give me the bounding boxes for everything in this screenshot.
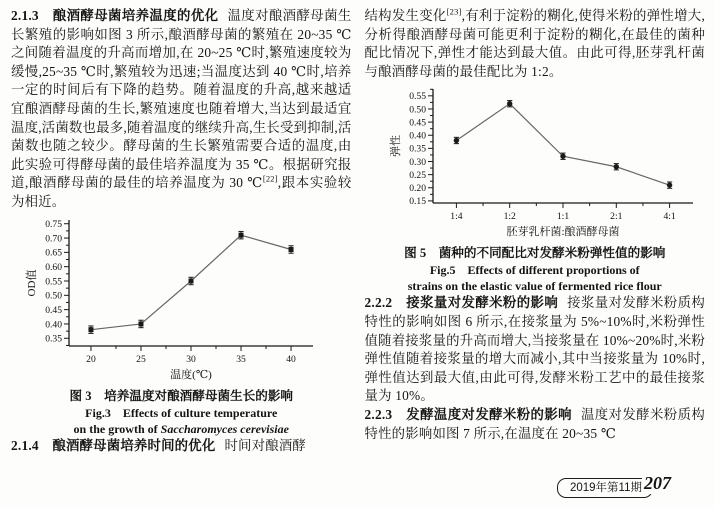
page-number: 207 bbox=[644, 473, 671, 493]
figure5-caption-en-line2: strains on the elastic value of fermented rice flour bbox=[407, 279, 662, 294]
svg-text:0.40: 0.40 bbox=[408, 130, 426, 142]
svg-text:0.70: 0.70 bbox=[45, 232, 62, 244]
svg-text:25: 25 bbox=[136, 353, 146, 365]
svg-text:0.60: 0.60 bbox=[45, 261, 62, 273]
svg-text:0.55: 0.55 bbox=[45, 275, 62, 287]
svg-text:1:4: 1:4 bbox=[449, 211, 463, 223]
figure3-caption-en-line1: Fig.3 Effects of culture temperature bbox=[85, 405, 278, 420]
svg-text:35: 35 bbox=[236, 353, 246, 365]
svg-text:0.25: 0.25 bbox=[408, 170, 426, 182]
figure-5 bbox=[389, 83, 706, 243]
svg-text:4:1: 4:1 bbox=[662, 211, 676, 223]
svg-text:2:1: 2:1 bbox=[609, 211, 622, 223]
svg-text:0.65: 0.65 bbox=[45, 247, 62, 259]
svg-text:1:2: 1:2 bbox=[503, 211, 516, 223]
figure5-caption-en-line1: Fig.5 Effects of different proportions of bbox=[429, 263, 640, 278]
figure5-caption-cn: 图 5 菌种的不同配比对发酵米粉弹性值的影响 bbox=[404, 246, 666, 261]
section-2-2-3-paragraph: 2.2.3 发酵温度对发酵米粉的影响 温度对发酵米粉质构特性的影响如图 7 所示,在温度在 20~35 ℃ bbox=[364, 406, 705, 441]
issue-label: 2019年第11期 bbox=[557, 478, 653, 498]
section-2-1-3-paragraph: 2.1.3 酿酒酵母菌培养温度的优化 温度对酿酒酵母菌生长繁殖的影响如图 3 所示,酿酒酵母菌的繁殖在 20~35 ℃之间随着温度的升高而增加,在 20~25 ℃时,繁殖速度较为缓慢,25~35 ℃时,繁殖较为迅速;当温度达到 40 ℃时,培养一定的时间后有下降的趋势。随着温度的升高,越来越适宜酿酒酵母菌的生长,繁殖速度也随着增大,当达到最适宜温度,活菌数也最多,随着温度的继续升高,生长受到抑制,活菌数也随之较少。酵母菌的生长繁殖需要合适的温度,由此实验可得酵母菌的最佳培养温度为 35 ℃。根据研究报道,酿酒酵母菌的最佳的培养温度为 30 ℃[22],跟本实验较为相近。 bbox=[11, 8, 352, 209]
section-2-1-4-paragraph: 2.1.4 酿酒酵母菌培养时间的优化 时间对酿酒酵 bbox=[11, 437, 307, 453]
svg-text:0.50: 0.50 bbox=[45, 290, 62, 302]
svg-text:0.35: 0.35 bbox=[45, 333, 62, 345]
svg-text:0.20: 0.20 bbox=[408, 183, 426, 195]
svg-text:0.45: 0.45 bbox=[408, 117, 426, 129]
svg-text:0.30: 0.30 bbox=[408, 157, 426, 169]
left-column bbox=[11, 7, 352, 455]
page-footer bbox=[557, 473, 673, 498]
svg-text:40: 40 bbox=[286, 353, 296, 365]
svg-text:30: 30 bbox=[186, 353, 196, 365]
svg-text:0.15: 0.15 bbox=[408, 196, 426, 208]
svg-text:0.45: 0.45 bbox=[45, 304, 62, 316]
svg-text:1:1: 1:1 bbox=[556, 211, 569, 223]
figure5-line-chart bbox=[389, 83, 705, 243]
svg-text:0.55: 0.55 bbox=[408, 91, 426, 103]
svg-text:胚芽乳杆菌:酿酒酵母菌: 胚芽乳杆菌:酿酒酵母菌 bbox=[505, 226, 620, 239]
figure3-caption-en-line2: on the growth of Saccharomyces cerevisiae bbox=[73, 421, 289, 436]
continuation-paragraph: 结构发生变化[23],有利于淀粉的糊化,使得米粉的弹性增大,分析得酿酒酵母菌可能更利于淀粉的糊化,在最佳的菌种配比情况下,弹性才能达到最大值。由此可得,胚芽乳杆菌与酿酒酵母菌的最佳配比为 1:2。 bbox=[364, 6, 706, 79]
svg-text:0.35: 0.35 bbox=[408, 144, 426, 156]
svg-text:0.50: 0.50 bbox=[408, 104, 426, 116]
figure3-caption-cn: 图 3 培养温度对酿酒酵母菌生长的影响 bbox=[69, 388, 294, 403]
right-column bbox=[365, 7, 706, 455]
svg-text:20: 20 bbox=[86, 353, 96, 365]
svg-text:弹性: 弹性 bbox=[389, 135, 402, 158]
svg-text:0.40: 0.40 bbox=[45, 318, 62, 330]
svg-text:0.75: 0.75 bbox=[45, 218, 62, 230]
section-2-2-2-paragraph: 2.2.2 接浆量对发酵米粉的影响 接浆量对发酵米粉质构特性的影响如图 6 所示,在接浆量为 5%~10%时,米粉弹性值随着接浆量的升高而增大,当接浆量在 10%~20%时,米粉弹性值随着接浆量的增大而减小,其中当接浆量为 10%时,弹性值达到最大值,由此可得,发酵米粉工艺中的最佳接浆量为 10%。 bbox=[364, 295, 705, 404]
figure-3 bbox=[25, 214, 352, 386]
figure3-line-chart bbox=[25, 214, 325, 386]
svg-text:OD值: OD值 bbox=[26, 269, 38, 296]
svg-text:温度(℃): 温度(℃) bbox=[170, 368, 212, 381]
